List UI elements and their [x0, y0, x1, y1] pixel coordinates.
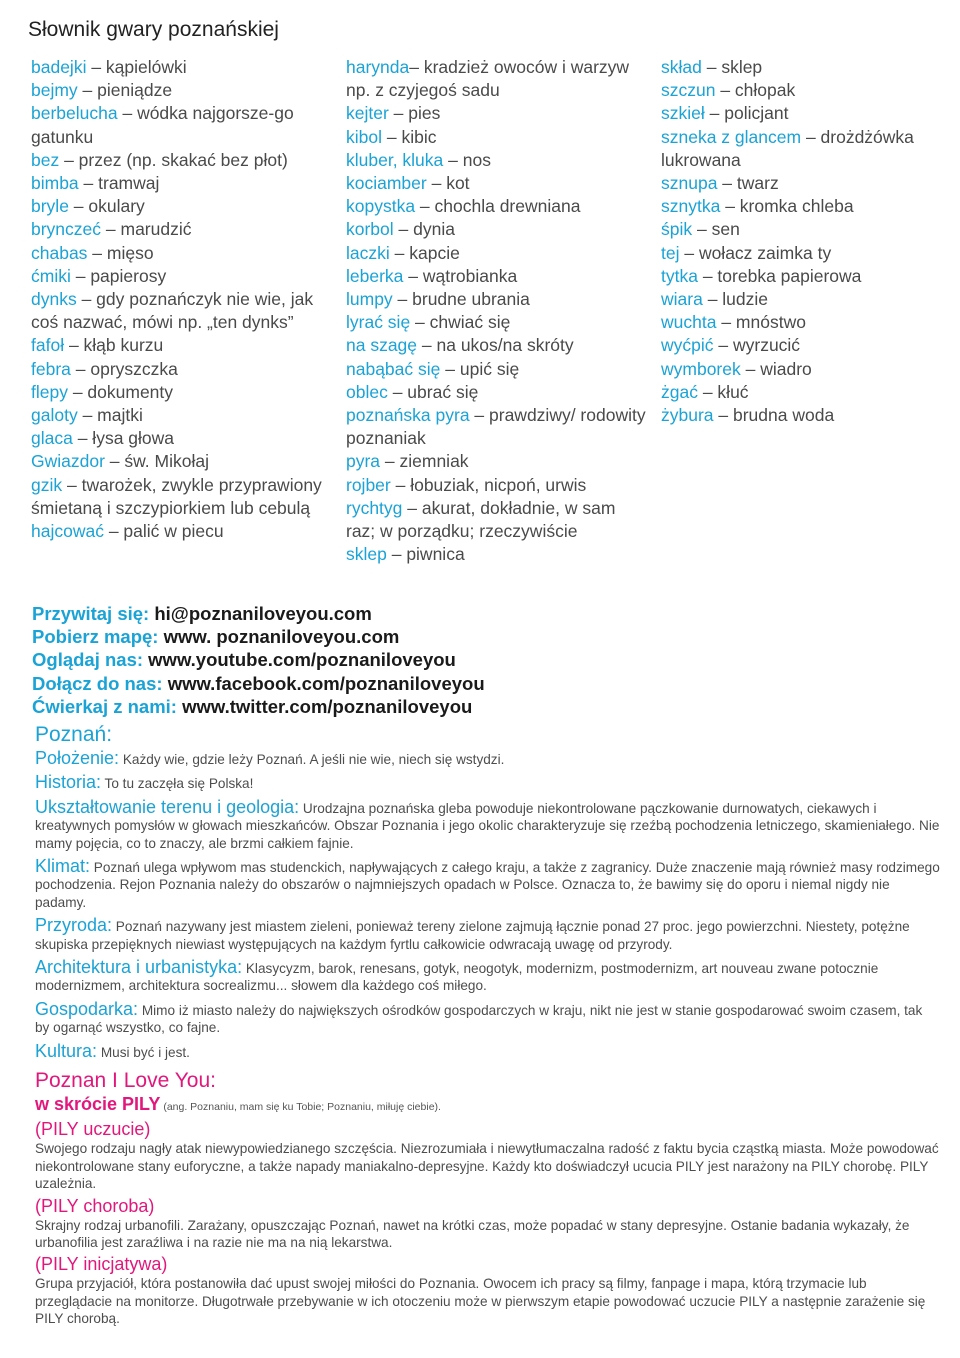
dictionary-term: wymborek	[661, 358, 741, 379]
fact-text: To tu zaczęła się Polska!	[101, 776, 254, 792]
fact-nature	[35, 917, 940, 953]
dictionary-term: kibol	[346, 126, 382, 147]
dictionary-definition: – ludzie	[702, 289, 769, 310]
poznan-facts-section	[35, 722, 940, 1067]
dictionary-entry	[31, 218, 331, 241]
dictionary-entry	[661, 56, 956, 79]
dictionary-definition: – akurat, dokładnie, w sam raz; w porządku; rzeczywiście	[346, 497, 616, 542]
dictionary-entry	[661, 311, 956, 334]
dictionary-column-1	[31, 56, 331, 543]
dictionary-term: rojber	[346, 474, 391, 495]
dictionary-definition: – drożdżówka lukrowana	[661, 126, 914, 170]
dictionary-term: fafoł	[31, 335, 65, 356]
fact-climate	[35, 858, 940, 911]
dictionary-definition: – przez (np. skakać bez płot)	[59, 149, 288, 170]
dictionary-entry	[31, 427, 331, 450]
dictionary-entry	[346, 56, 646, 102]
dictionary-definition: – marudzić	[101, 219, 192, 240]
pily-heading: Poznan I Love You:	[35, 1069, 216, 1092]
fact-architecture	[35, 959, 940, 995]
dictionary-definition: – piwnica	[386, 544, 465, 565]
pily-subtitle-note: (ang. Poznaniu, mam się ku Tobie; Poznaniu, miłuję ciebie).	[160, 1101, 441, 1113]
contact-label: Dołącz do nas:	[32, 672, 168, 694]
dictionary-definition: – kibic	[382, 126, 437, 147]
dictionary-definition: – papierosy	[70, 265, 167, 286]
fact-label: Historia:	[35, 772, 102, 793]
pily-subtitle-main: w skrócie PILY	[35, 1094, 161, 1114]
dictionary-term: sklep	[346, 544, 387, 565]
contact-line	[32, 648, 485, 671]
dictionary-term: skład	[661, 57, 702, 77]
dictionary-entry	[346, 497, 646, 543]
dictionary-definition: – torebka papierowa	[697, 265, 862, 286]
fact-label: Architektura i urbanistyka:	[35, 957, 243, 978]
dictionary-entry	[346, 126, 646, 149]
dictionary-entry	[31, 242, 331, 265]
dictionary-term: wuchta	[661, 312, 717, 333]
dictionary-definition: – tramwaj	[78, 173, 160, 194]
pily-initiative-text: Grupa przyjaciół, która postanowiła dać upust swojej miłości do Poznania. Owocem ich pracy są filmy, fanpage i mapa, którą trzymacie lub przeglądacie na monitorze. Długotrwałe przebywanie w ich otoczeniu może w pierwszym etapie powodować uczucie PILY a następnie zarażenie się PILY chorobą.	[35, 1276, 926, 1327]
dictionary-entry	[346, 102, 646, 125]
dictionary-entry	[661, 381, 956, 404]
dictionary-definition: – wódka najgorsze-go gatunku	[31, 103, 294, 147]
dictionary-entry	[661, 79, 956, 102]
fact-text: Klasycyzm, barok, renesans, gotyk, neogotyk, modernizm, postmodernizm, art nouveau zwane potocznie modernizmem, architektura socrealizmu... słowem dla każdego coś miłego.	[35, 961, 879, 994]
fact-text: Musi być i jest.	[97, 1044, 190, 1060]
dictionary-entry	[346, 474, 646, 497]
fact-text: Urodzajna poznańska gleba powoduje niekontrolowane pączkowanie durnowatych, ciekawych i kreatywnych pomysłów w głowach mieszkańców. Obszar Poznania i jego okolic charakteryzuje się rzeźbą pochodzenia letniczego, skamieniałego. Nie mamy pojęcia, co to znaczy, ale brzmi całkiem fajnie.	[35, 800, 940, 851]
fact-label: Klimat:	[35, 856, 91, 877]
dictionary-entry	[661, 288, 956, 311]
dictionary-entry	[31, 265, 331, 288]
dictionary-term: pyra	[346, 451, 381, 472]
dictionary-entry	[346, 195, 646, 218]
dictionary-term: tej	[661, 242, 680, 263]
fact-label: Przyroda:	[35, 915, 113, 936]
dictionary-entry	[661, 334, 956, 357]
dictionary-entry	[31, 474, 331, 520]
dictionary-term: żgać	[661, 381, 698, 402]
fact-location	[35, 750, 940, 768]
contact-label: Pobierz mapę:	[32, 626, 164, 648]
contact-twitter-link[interactable]: www.twitter.com/poznaniloveyou	[182, 695, 473, 717]
dictionary-term: tytka	[661, 265, 698, 286]
dictionary-definition: – sen	[692, 219, 740, 240]
dictionary-term: bryle	[31, 196, 69, 217]
dictionary-entry	[31, 149, 331, 172]
dictionary-entry	[31, 404, 331, 427]
dictionary-entry	[346, 172, 646, 195]
dictionary-definition: – opryszczka	[70, 358, 178, 379]
dictionary-definition: – mięso	[87, 242, 154, 263]
dictionary-entry	[31, 381, 331, 404]
dictionary-definition: – kłuć	[697, 381, 749, 402]
dictionary-term: flepy	[31, 381, 68, 402]
contact-line	[32, 695, 485, 718]
contact-line	[32, 672, 485, 695]
pily-feeling-title: (PILY uczucie)	[35, 1119, 151, 1140]
poznan-heading: Poznań:	[35, 723, 113, 746]
fact-text: Każdy wie, gdzie leży Poznań. A jeśli nie wie, niech się wstydzi.	[119, 752, 505, 767]
dictionary-term: lumpy	[346, 289, 393, 310]
dictionary-term: galoty	[31, 405, 78, 426]
dictionary-definition: – pieniądze	[77, 80, 173, 101]
dictionary-term: badejki	[31, 57, 87, 77]
dictionary-entry	[346, 358, 646, 381]
dictionary-definition: – wołacz zaimka ty	[679, 242, 832, 263]
dictionary-definition: – łobuziak, nicpoń, urwis	[390, 474, 587, 495]
dictionary-term: żybura	[661, 405, 714, 426]
dictionary-entry	[661, 242, 956, 265]
pily-disease-title: (PILY choroba)	[35, 1195, 155, 1216]
fact-history	[35, 774, 940, 792]
dictionary-term: wyćpić	[661, 335, 714, 356]
dictionary-entry	[31, 450, 331, 473]
dictionary-definition: – mnóstwo	[716, 312, 806, 333]
dictionary-term: na szagę	[346, 335, 418, 356]
dictionary-definition: – upić się	[440, 358, 520, 379]
dictionary-definition: – chochla drewniana	[415, 196, 581, 217]
dictionary-entry	[346, 404, 646, 450]
dictionary-term: oblec	[346, 381, 388, 402]
dictionary-term: kociamber	[346, 173, 427, 194]
fact-text: Mimo iż miasto należy do największych ośrodków gospodarczych w kraju, nikt nie jest w stanie gospodarować swoim czasem, tak by ogarnąć wszystko, co fajne.	[35, 1002, 923, 1036]
contact-label: Ćwierkaj z nami:	[32, 695, 183, 717]
dictionary-entry	[346, 311, 646, 334]
dictionary-definition: – nos	[443, 149, 491, 170]
dictionary-definition: – chłopak	[715, 80, 796, 101]
dictionary-entry	[346, 242, 646, 265]
contact-website-link[interactable]: www. poznaniloveyou.com	[163, 626, 400, 648]
dictionary-term: bejmy	[31, 80, 78, 101]
dictionary-entry	[346, 218, 646, 241]
fact-economy	[35, 998, 940, 1037]
pily-disease-text: Skrajny rodzaj urbanofili. Zarażany, opuszczając Poznań, nawet na krótki czas, może popadać w stany depresyjne. Ostanie badania wykazały, że urbanofilia jest zaraźliwa i na razie nie ma na nią lekarstwa.	[35, 1217, 910, 1251]
dictionary-term: lyrać się	[346, 312, 411, 333]
dictionary-term: glaca	[31, 428, 73, 449]
dictionary-entry	[661, 126, 956, 172]
dictionary-term: poznańska pyra	[346, 405, 470, 426]
dictionary-definition: – kapcie	[389, 242, 460, 263]
fact-geology	[35, 796, 940, 852]
dictionary-definition: – pies	[388, 103, 441, 124]
dictionary-entry	[661, 102, 956, 125]
fact-label: Gospodarka:	[35, 998, 139, 1019]
dictionary-term: hajcować	[31, 521, 104, 542]
dictionary-entry	[346, 450, 646, 473]
dictionary-entry	[661, 172, 956, 195]
dictionary-definition: – kot	[426, 173, 470, 194]
contacts-block	[32, 602, 485, 718]
dictionary-entry	[31, 334, 331, 357]
contact-email-link[interactable]: hi@poznaniloveyou.com	[154, 603, 372, 624]
dictionary-entry	[31, 102, 331, 148]
dictionary-definition: – ziemniak	[380, 451, 469, 472]
dictionary-term: berbelucha	[31, 103, 118, 124]
dictionary-entry	[346, 288, 646, 311]
dictionary-term: brynczeć	[31, 219, 102, 240]
dictionary-definition: – wyrzucić	[713, 335, 801, 356]
fact-culture	[35, 1040, 940, 1061]
dictionary-term: dynks	[31, 289, 77, 310]
dictionary-term: szneka z glancem	[661, 126, 802, 147]
pily-section	[35, 1068, 940, 1330]
dictionary-entry	[31, 288, 331, 334]
dictionary-definition: – palić w piecu	[103, 521, 224, 542]
dictionary-definition: – brudne ubrania	[392, 289, 530, 310]
dictionary-column-2	[346, 56, 646, 566]
dictionary-term: szczun	[661, 80, 716, 101]
contact-label: Przywitaj się:	[32, 603, 155, 624]
dictionary-definition: – łysa głowa	[72, 428, 175, 449]
fact-label: Ukształtowanie terenu i geologia:	[35, 796, 300, 817]
dictionary-definition: – wiadro	[740, 358, 812, 379]
dictionary-definition: – kradzież owoców i warzyw np. z czyjegoś sadu	[346, 57, 630, 101]
dictionary-term: rychtyg	[346, 497, 403, 518]
dictionary-term: sznytka	[661, 196, 721, 217]
fact-text: Poznań ulega wpływom mas studenckich, napływających z całego kraju, a także z zagranicy. Duże znaczenie mają również masy rodzimego pochodzenia. Rejon Poznania należy do obszarów o najmniejszych opadach w Polsce. Oznacza to, że bawimy się do oporu i niemal nigdy nie padamy.	[35, 860, 940, 910]
dictionary-term: bez	[31, 149, 60, 170]
dictionary-entry	[661, 195, 956, 218]
dictionary-term: kopystka	[346, 196, 416, 217]
dictionary-definition: – wątrobianka	[403, 265, 518, 286]
dictionary-term: febra	[31, 358, 71, 379]
dictionary-entry	[346, 265, 646, 288]
contact-line	[32, 602, 485, 625]
dictionary-term: sznupa	[661, 173, 718, 194]
contact-line	[32, 625, 485, 648]
dictionary-term: chabas	[31, 242, 88, 263]
dictionary-definition: – kłąb kurzu	[64, 335, 164, 356]
dictionary-term: ćmiki	[31, 265, 71, 286]
dictionary-definition: – ubrać się	[387, 381, 479, 402]
dictionary-term: laczki	[346, 242, 390, 263]
dictionary-term: szkieł	[661, 103, 705, 124]
dictionary-term: bimba	[31, 173, 79, 194]
dictionary-term: nabąbać się	[346, 358, 441, 379]
dictionary-term: leberka	[346, 265, 404, 286]
dictionary-definition: – kromka chleba	[720, 196, 854, 217]
dictionary-definition: – gdy poznańczyk nie wie, jak coś nazwać, mówi np. „ten dynks”	[31, 289, 314, 333]
dictionary-definition: – prawdziwy/ rodowity poznaniak	[346, 405, 646, 449]
dictionary-entry	[661, 265, 956, 288]
dictionary-entry	[661, 404, 956, 427]
dictionary-definition: – kąpielówki	[86, 57, 187, 77]
dictionary-definition: – dynia	[393, 219, 455, 240]
contact-youtube-link[interactable]: www.youtube.com/poznaniloveyou	[148, 649, 456, 671]
dictionary-term: gzik	[31, 474, 63, 495]
dictionary-entry	[346, 149, 646, 172]
dictionary-entry	[31, 195, 331, 218]
fact-label: Kultura:	[35, 1040, 98, 1061]
dictionary-entry	[346, 334, 646, 357]
dictionary-definition: – majtki	[77, 405, 143, 426]
contact-label: Oglądaj nas:	[32, 649, 149, 671]
pily-subtitle	[35, 1096, 940, 1116]
dictionary-definition: – policjant	[704, 103, 789, 124]
dictionary-definition: – na ukos/na skróty	[417, 335, 574, 356]
dictionary-term: kejter	[346, 103, 389, 124]
dictionary-term: Gwiazdor	[31, 451, 105, 472]
dictionary-definition: – chwiać się	[410, 312, 511, 333]
dictionary-definition: – brudna woda	[713, 405, 835, 426]
dictionary-definition: – dokumenty	[67, 381, 174, 402]
dictionary-term: wiara	[661, 289, 703, 310]
dictionary-entry	[31, 79, 331, 102]
dictionary-entry	[31, 56, 331, 79]
dictionary-definition: – sklep	[701, 57, 763, 77]
dictionary-definition: – twarożek, zwykle przyprawiony śmietaną i szczypiorkiem lub cebulą	[31, 474, 322, 518]
fact-text: Poznań nazywany jest miastem zieleni, ponieważ tereny zielone zajmują łącznie ponad 27 proc. jego powierzchni. Niestety, potężne skupiska przepięknych niewiast występujących na każdym fyrtlu całkowicie odwracają uwagę od przyrody.	[35, 919, 910, 952]
dictionary-definition: – św. Mikołaj	[104, 451, 209, 472]
fact-label: Położenie:	[35, 748, 120, 768]
dictionary-entry	[346, 381, 646, 404]
dictionary-term: śpik	[661, 219, 693, 240]
dictionary-definition: – twarz	[717, 173, 779, 194]
dictionary-definition: – okulary	[68, 196, 145, 217]
dictionary-entry	[31, 520, 331, 543]
dictionary-column-3	[661, 56, 956, 427]
dictionary-term: harynda	[346, 57, 410, 77]
dictionary-term: korbol	[346, 219, 394, 240]
page-title: Słownik gwary poznańskiej	[28, 18, 279, 41]
pily-initiative-title: (PILY inicjatywa)	[35, 1254, 168, 1275]
dictionary-entry	[661, 358, 956, 381]
dictionary-entry	[31, 358, 331, 381]
dictionary-entry	[346, 543, 646, 566]
dictionary-entry	[661, 218, 956, 241]
dictionary-entry	[31, 172, 331, 195]
pily-feeling-text: Swojego rodzaju nagły atak niewypowiedzianego szczęścia. Niezrozumiała i niewytłumaczalna radość z faktu bycia cząstką miasta. Może powodować niekontrolowane stany euforyczne, a także napady maniakalno-depresyjne. Każdy kto doświadczył ucucia PILY jest narażony na PILY chorobę. PILY uzależnia.	[35, 1141, 939, 1192]
contact-facebook-link[interactable]: www.facebook.com/poznaniloveyou	[167, 672, 485, 694]
dictionary-term: kluber, kluka	[346, 149, 444, 170]
